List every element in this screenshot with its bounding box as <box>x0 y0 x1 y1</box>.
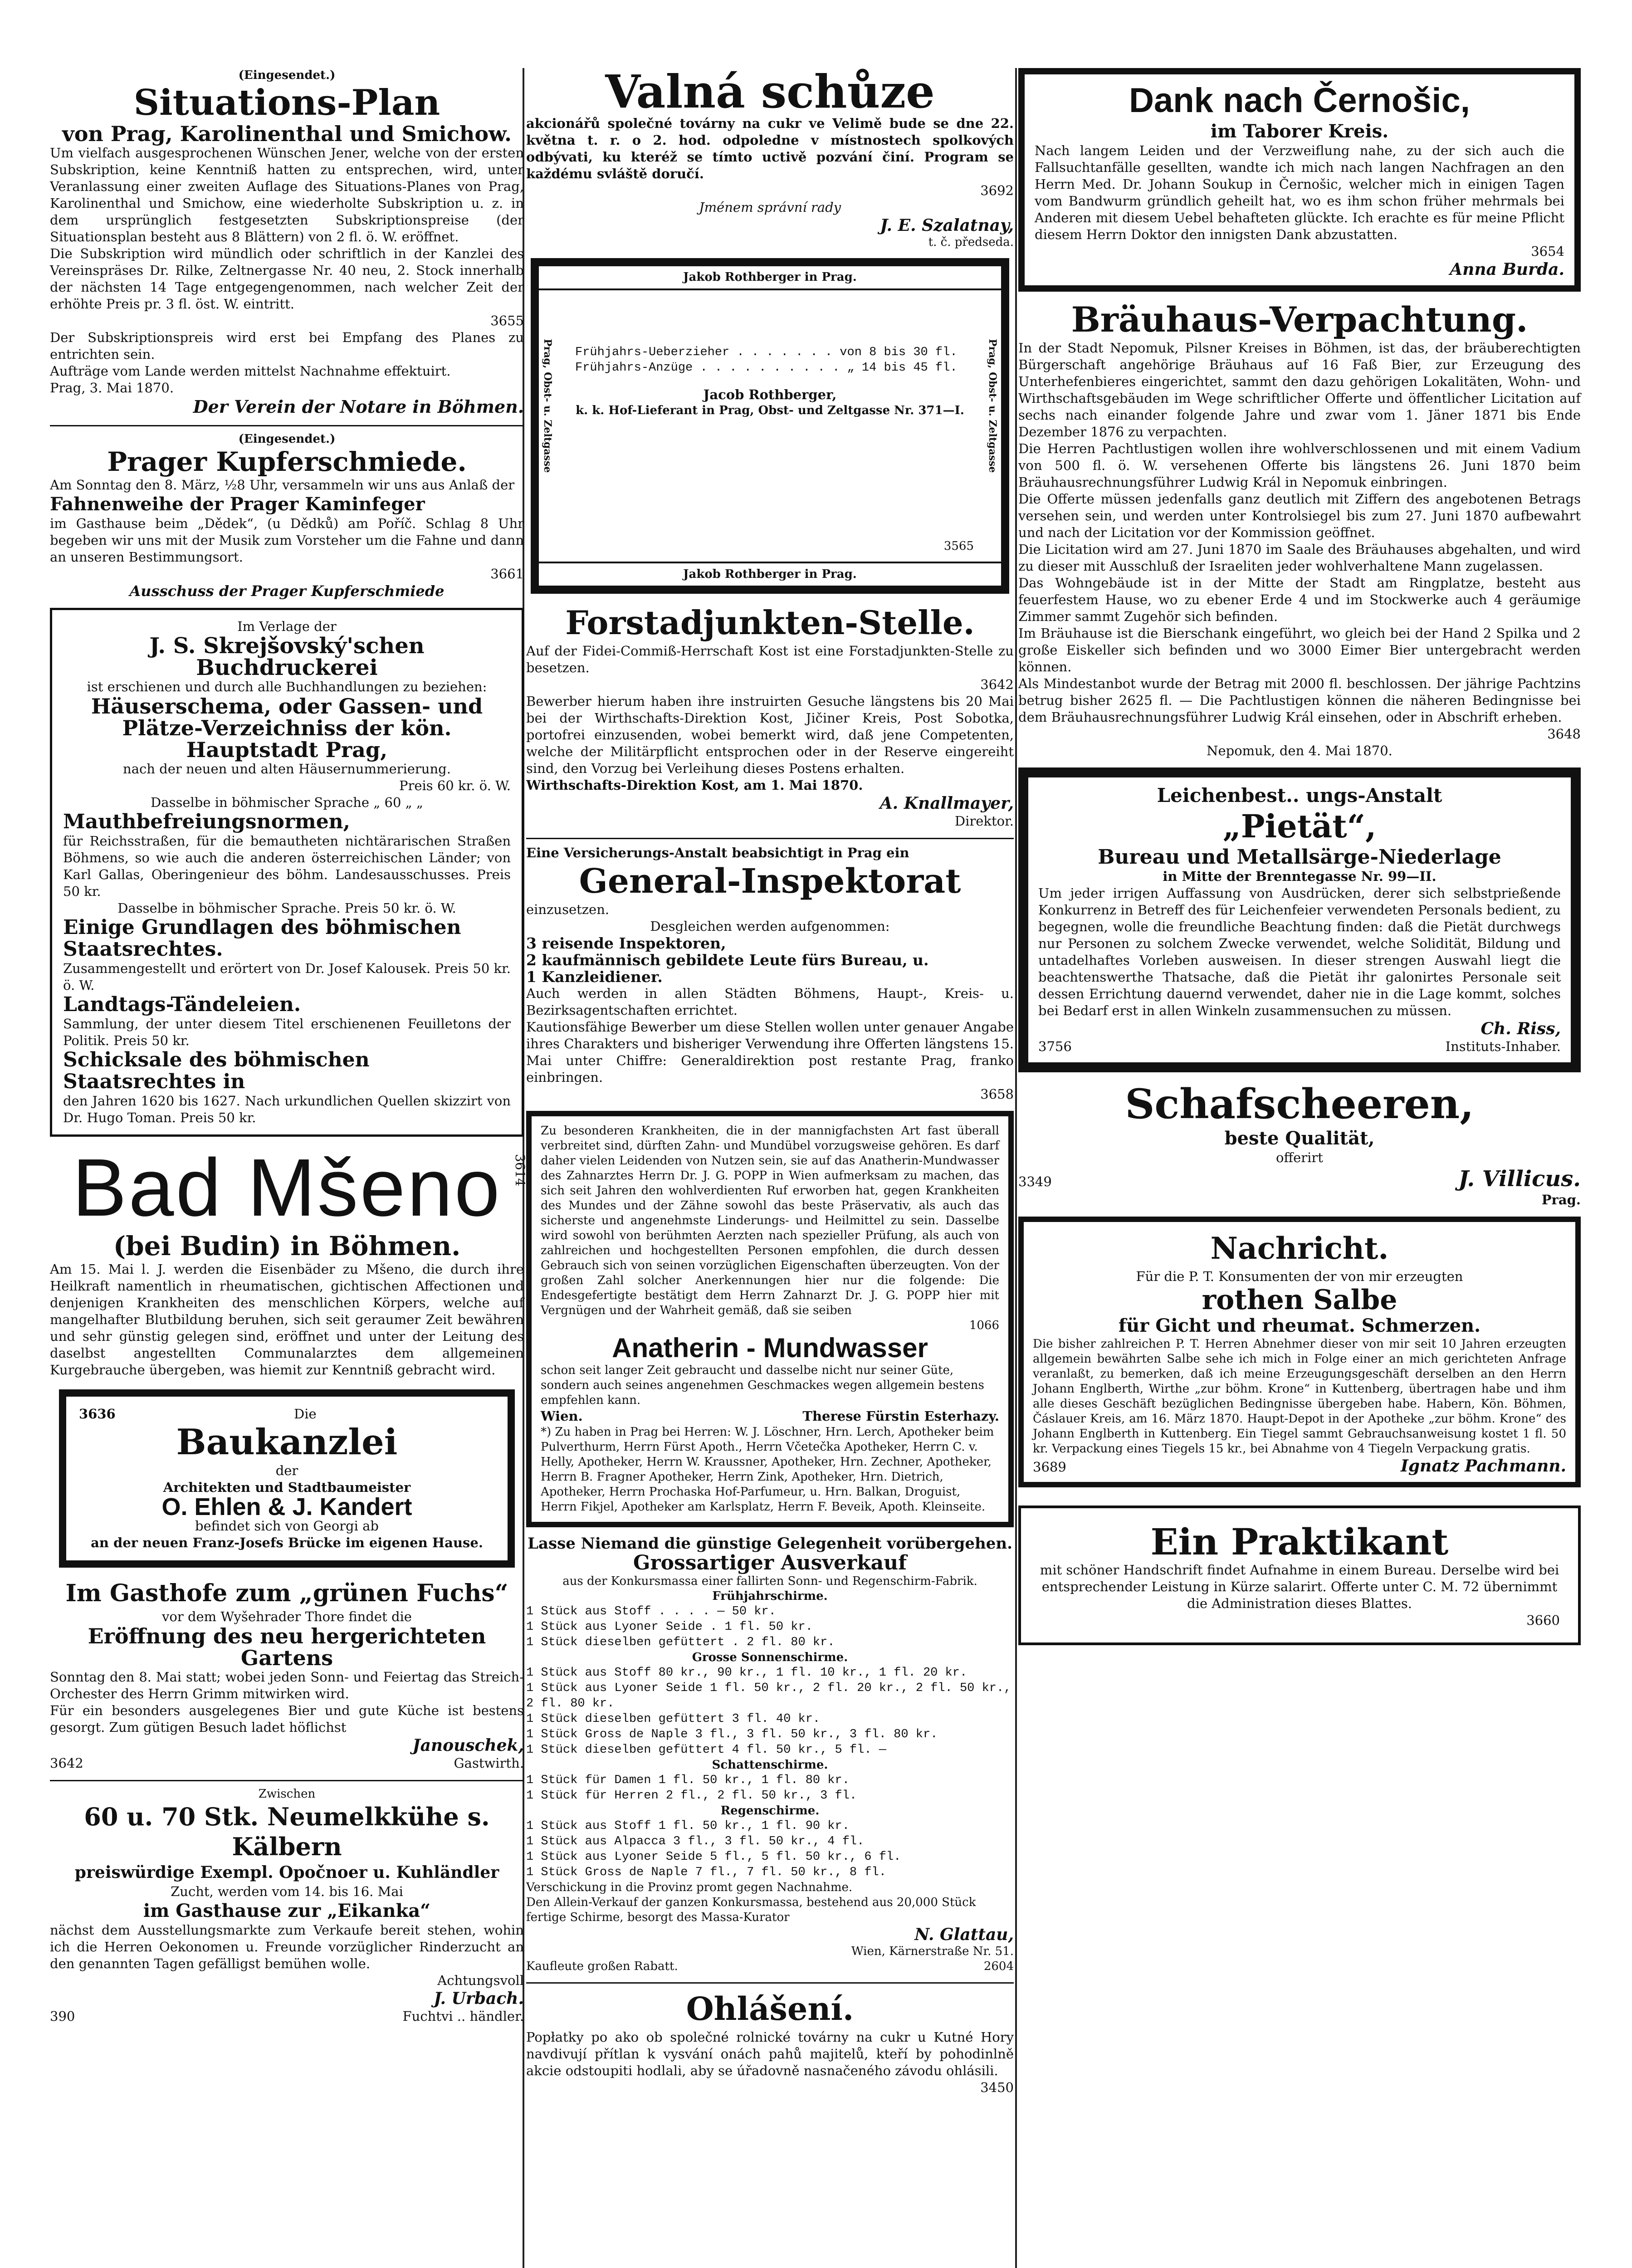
ad-frame-side: Prag, Obst- u. Zeltgasse <box>987 339 998 473</box>
ad-body: Nach langem Leiden und der Verzweiflung nahe, zu der sich auch die Fallsuchtanfälle gesellten, wandte ich mich nach langen Nachfragen an den Herrn Med. Dr. Johann Soukup in Černošic, welcher mich in einigen Tagen vom Bandwurm gründlich geheilt hat, wo es ihm schon früher mehrmals bei Anderen mit diesem Uebel behafteten glückte. Ich erachte es für meine Pflicht diesem Herrn Doktor den innigsten Dank abzustatten. <box>1035 143 1564 242</box>
position-item: 3 reisende Inspektoren, <box>526 934 726 952</box>
ad-place: Wien. <box>541 1408 583 1424</box>
ad-place: Prag. <box>1541 1192 1581 1207</box>
position-item: 1 Kanzleidiener. <box>526 968 663 986</box>
ad-body: Popłatky po ako ob společné rolnické továrny na cukr u Kutné Hory navdivují přítlan k vysvání onách pahů majitelů, kteří by pohodinlně akcie odstoupiti hodlali, aby se úřadovně nasnačeného závodu ohlásili. <box>526 2029 1014 2078</box>
divider <box>50 425 524 426</box>
ad-body: im Gasthause beim „Dědek“, (u Dědků) am Poříč. Schlag 8 Uhr begeben wir uns mit der Musik zum Vorsteher um die Fahne und dann an unseren Bestimmungsort. <box>50 516 524 565</box>
ad-names: O. Ehlen & J. Kandert <box>161 1493 412 1520</box>
ad-body: Für ein besonders ausgelegenes Bier und gute Küche ist bestens gesorgt. Zum gütigen Besuch ladet höflichst <box>50 1703 524 1735</box>
ad-role: Instituts-Inhaber. <box>1445 1039 1561 1054</box>
ad-body: Aufträge vom Lande werden mittelst Nachnahme effektuirt. <box>50 363 451 379</box>
ad-subtitle: (bei Budin) in Böhmen. <box>113 1231 461 1261</box>
ad-number: 3636 <box>79 1406 116 1422</box>
column-3 <box>1018 68 1581 1653</box>
ad-title: Schafscheeren, <box>1125 1080 1474 1128</box>
nachricht-ad <box>1018 1217 1581 1487</box>
anatherin-ad <box>526 1111 1014 1527</box>
ad-number: 3654 <box>1531 244 1564 259</box>
ad-number: 3689 <box>1033 1459 1066 1475</box>
ad-line: Architekten und Stadtbaumeister <box>163 1480 411 1495</box>
ad-der: der <box>275 1463 298 1478</box>
ad-body: Die Licitation wird am 27. Juni 1870 im Saale des Bräuhauses abgehalten, und wird zu dieser mit Ausschluß der Israeliten jeder wohlverhaltene Mann zugelassen. <box>1018 542 1581 574</box>
ad-address: k. k. Hof-Lieferant in Prag, Obst- und Zeltgasse Nr. 371—I. <box>576 404 964 417</box>
ad-signature: N. Glattau, <box>914 1925 1014 1944</box>
ad-number: 3642 <box>50 1755 83 1771</box>
ad-body: Am Sonntag den 8. März, ½8 Uhr, versammeln wir uns aus Anlaß der <box>50 477 515 493</box>
ad-title: Im Gasthofe zum „grünen Fuchs“ <box>65 1579 508 1607</box>
situations-plan-ad <box>50 68 524 417</box>
ad-line: beste Qualität, <box>1224 1128 1375 1149</box>
ad-signature: Anna Burda. <box>1450 260 1564 279</box>
price-line: 1 Stück aus Lyoner Seide 5 fl., 5 fl. 50 kr., 6 fl. <box>526 1850 901 1864</box>
ad-die: Die <box>294 1406 317 1422</box>
ad-title: Grossartiger Ausverkauf <box>633 1551 907 1574</box>
ad-title: Dank nach Černošic, <box>1129 81 1470 120</box>
ad-title: Bad Mšeno <box>72 1142 502 1233</box>
kupferschmiede-ad <box>50 432 524 600</box>
ad-line: Leichenbest.. ungs-Anstalt <box>1157 784 1442 807</box>
ad-signature: Der Verein der Notare in Böhmen. <box>193 396 524 417</box>
ad-number: 3658 <box>980 1086 1014 1102</box>
ad-title: Prager Kupferschmiede. <box>107 446 467 477</box>
ad-tag: (Eingesendet.) <box>238 432 336 446</box>
book-desc: den Jahren 1620 bis 1627. Nach urkundlichen Quellen skizzirt von Dr. Hugo Toman. Preis 50 kr. <box>63 1093 511 1125</box>
ad-role: Direktor. <box>954 813 1014 829</box>
ad-number: 1066 <box>969 1319 999 1332</box>
price-line: 1 Stück aus Alpacca 3 fl., 3 fl. 50 kr., 4 fl. <box>526 1835 865 1848</box>
ad-title: Anatherin - Mundwasser <box>612 1333 928 1363</box>
ad-body: Auch werden in allen Städten Böhmens, Haupt-, Kreis- u. Bezirksagentschaften errichtet. <box>526 986 1014 1018</box>
ad-number: 390 <box>50 2009 75 2024</box>
ad-number: 3655 <box>490 313 524 328</box>
ad-line: preiswürdige Exempl. Opočnoer u. Kuhländler <box>74 1863 499 1882</box>
ad-line: ist erschienen und durch alle Buchhandlungen zu beziehen: <box>87 679 487 694</box>
dank-ad <box>1018 68 1581 292</box>
ad-body: Auf der Fidei-Commiß-Herrschaft Kost ist eine Forstadjunkten-Stelle zu besetzen. <box>526 643 1014 675</box>
ad-retailers: *) Zu haben in Prag bei Herren: W. J. Löschner, Hrn. Lerch, Apotheker beim Pulverthurm, Herrn Fürst Apoth., Herrn Včetečka Apotheker, Herrn C. v. Helly, Apotheker, Herrn W. Kraussner, Apotheker, Hrn. Zechner, Apotheker, Herrn B. Fragner Apotheker, Herrn Zink, Apotheker, Hrn. Dietrich, Apotheker, Herrn Prochaska Hof-Parfumeur, u. Hrn. Balkan, Droguist, Herrn Fikjel, Apotheker am Karlsplatz, Herrn F. Beveik, Apoth. Kleinseite. <box>541 1425 994 1514</box>
schafscheeren-ad <box>1018 1080 1581 1208</box>
ad-line: Verschickung in die Provinz promt gegen Nachnahme. <box>526 1881 853 1894</box>
ad-frame-side: Prag, Obst- u. Zeltgasse <box>542 339 553 473</box>
general-inspektorat-ad <box>526 845 1014 1103</box>
ad-body: nächst dem Ausstellungsmarkte zum Verkaufe bereit stehen, wohin ich die Herren Oekonomen u. Freunde vorzüglicher Rinderzucht an den genannten Tagen gefälligst bemühen wolle. <box>50 1922 524 1971</box>
ad-body: Sonntag den 8. Mai statt; wobei jeden Sonn- und Feiertag das Streich-Orchester des Herrn Grimm mitwirken wird. <box>50 1669 524 1701</box>
section-heading: Frühjahrschirme. <box>712 1589 828 1603</box>
price-line: 1 Stück dieselben gefüttert 3 fl. 40 kr. <box>526 1712 821 1726</box>
ad-headline: im Gasthause zur „Eikanka“ <box>143 1900 431 1921</box>
price-line: 1 Stück dieselben gefüttert . 2 fl. 80 kr. <box>526 1636 835 1649</box>
ad-title: 60 u. 70 Stk. Neumelkkühe s. Kälbern <box>84 1802 490 1861</box>
ad-number: 3349 <box>1018 1174 1052 1189</box>
ad-subtitle: von Prag, Karolinenthal und Smichow. <box>62 122 512 146</box>
ad-body: In der Stadt Nepomuk, Pilsner Kreises in Böhmen, ist das, der bräuberechtigten Bürgerschaft angehörige Bräuhaus auf 16 Faß Bier, zur Erzeugung des Unterhefenbieres eingerichtet, sammt den dazu gehörigen Lokalitäten, Wohn- und Wirthschaftsgebäuden im Wege schriftlicher Offerte und öffentlicher Licitation auf sechs nach einander folgende Jahre und zwar vom 1. Jäner 1871 bis Ende Dezember 1876 zu verpachten. <box>1018 340 1581 440</box>
book-desc: nach der neuen und alten Häusernummerierung. <box>123 761 451 777</box>
ad-frame-bottom: Jakob Rothberger in Prag. <box>539 562 1001 586</box>
valna-schuze-ad <box>526 65 1014 250</box>
pietat-ad <box>1018 767 1581 1072</box>
ad-body: schon seit langer Zeit gebraucht und dasselbe nicht nur seiner Güte, sondern auch seines angenehmen Geschmackes wegen allgemein bestens empfehlen kann. <box>541 1364 984 1407</box>
book-title: Mauthbefreiungsnormen, <box>63 810 350 833</box>
ad-line: vor dem Wyšehrader Thore findet die <box>162 1609 412 1624</box>
ausverkauf-ad <box>526 1535 1014 1974</box>
ad-body: mit schöner Handschrift findet Aufnahme in einem Bureau. Derselbe wird bei entsprechender Leistung in Kürze salarirt. Offerte unter C. M. 72 übernimmt die Administration dieses Blattes. <box>1040 1562 1559 1611</box>
ad-line: an der neuen Franz-Josefs Brücke im eigenen Hause. <box>91 1535 483 1550</box>
position-item: 2 kaufmännisch gebildete Leute fürs Bureau, u. <box>526 951 929 969</box>
ad-line: befindet sich von Georgi ab <box>195 1518 379 1534</box>
ad-number: 3614 <box>513 1154 528 1187</box>
price-line: 1 Stück dieselben gefüttert 4 fl. 50 kr., 5 fl. — <box>526 1743 886 1757</box>
ad-body: akcionářů společné továrny na cukr ve Velimě bude se dne 22. května t. r. o 2. hod. odpoledne v místnostech spolkových odbývati, ku kteréž se tímto uctivě pozvání činí. Program se každému svláště doručí. <box>526 116 1014 181</box>
rothberger-ad <box>531 258 1009 594</box>
ad-subtitle: im Taborer Kreis. <box>1210 121 1389 142</box>
ad-title: Ohlášení. <box>686 1990 854 2028</box>
brauhaus-ad <box>1018 300 1581 759</box>
baukanzlei-ad <box>59 1389 515 1568</box>
ad-signature: J. Urbach. <box>434 1989 524 2008</box>
ad-line: Zucht, werden vom 14. bis 16. Mai <box>171 1884 403 1899</box>
ad-name: Jacob Rothberger, <box>703 387 837 402</box>
ad-signature: J. Villicus. <box>1458 1166 1581 1192</box>
price-line: 1 Stück für Herren 2 fl., 2 fl. 50 kr., 3 fl. <box>526 1789 857 1803</box>
ad-signature: Janouschek, <box>412 1736 524 1755</box>
forstadjunkten-ad <box>526 603 1014 830</box>
price-line: 1 Stück Gross de Naple 7 fl., 7 fl. 50 kr., 8 fl. <box>526 1866 886 1879</box>
ad-line: Jménem správní rady <box>699 200 841 215</box>
ad-title: Valná schůze <box>605 65 935 118</box>
ad-body: Das Wohngebäude ist in der Mitte der Stadt am Ringplatze, besteht aus feuerfestem Hause, wo zu ebener Erde 4 und im Stockwerke auch 4 geräumige Zimmer sammt Zugehör sich befinden. <box>1018 575 1581 624</box>
ad-title: Nachricht. <box>1210 1231 1389 1266</box>
praktikant-ad <box>1018 1505 1581 1645</box>
ad-body: Als Mindestanbot wurde der Betrag mit 2000 fl. beschlossen. Der jährige Pachtzins betrug bisher 2625 fl. — Die Pachtlustigen können die näheren Bedingnisse bei dem Bräuhausrechnungsführer Ludwig Král einsehen, oder in Abschrift erheben. <box>1018 676 1581 725</box>
ad-number: 3642 <box>980 677 1014 692</box>
book-desc: für Reichsstraßen, für die bemautheten nichtärarischen Straßen Böhmens, so wie auch die anderen österreichischen Länder; von Karl Gallas, Oberingenieur des böhm. Landesausschusses. Preis 50 kr. <box>63 833 511 899</box>
ad-number: 3661 <box>490 566 524 582</box>
ad-title: rothen Salbe <box>1202 1284 1397 1316</box>
ad-signature: J. E. Szalatnay, <box>880 216 1014 235</box>
ad-date: Prag, 3. Mai 1870. <box>50 380 174 396</box>
ad-number: 2604 <box>983 1960 1014 1973</box>
column-2 <box>526 65 1014 2104</box>
ad-line: Für die P. T. Konsumenten der von mir erzeugten <box>1136 1269 1463 1284</box>
ad-body: Kautionsfähige Bewerber um diese Stellen wollen unter genauer Angabe ihres Charakters und bisheriger Verwendung ihre Offerten längstens 15. Mai unter Chiffre: Generaldirektion post restante Prag, franko einbringen. <box>526 1019 1014 1085</box>
column-rule-right <box>1015 68 1017 2268</box>
ad-number: 3565 <box>943 539 974 553</box>
ad-address: in Mitte der Brenntegasse Nr. 99—II. <box>1163 869 1437 884</box>
section-heading: Schattenschirme. <box>712 1758 828 1772</box>
ad-note: Kaufleute großen Rabatt. <box>526 1960 678 1973</box>
ad-title: Situations-Plan <box>133 82 440 123</box>
ad-line: aus der Konkursmassa einer fallirten Sonn- und Regenschirm-Fabrik. <box>562 1574 977 1588</box>
ad-body: Die Offerte müssen jedenfalls ganz deutlich mit Ziffern des angebotenen Betrags versehen sein, und werden unter Kontrolsiegel bis zum 27. Juni 1870 aufbewahrt und nach der Licitation vor der Kommission geöffnet. <box>1018 491 1581 540</box>
ad-title: Bräuhaus-Verpachtung. <box>1071 299 1528 340</box>
ad-signature: Ignatz Pachmann. <box>1401 1457 1566 1476</box>
price-line: 1 Stück aus Stoff . . . . — 50 kr. <box>526 1605 776 1618</box>
price-line: 1 Stück aus Lyoner Seide 1 fl. 50 kr., 2 fl. 20 kr., 2 fl. 50 kr., 2 fl. 80 kr. <box>526 1681 1011 1711</box>
ad-role: Fuchtvi .. händler. <box>402 2009 524 2024</box>
ad-title: Ein Praktikant <box>1150 1520 1449 1563</box>
ad-line: Desgleichen werden aufgenommen: <box>650 919 890 934</box>
ad-body: Um vielfach ausgesprochenen Wünschen Jener, welche von der ersten Subskription, keine Kenntniß hatten zu entsprechen, wird, unter Veranlassung einer zweiten Auflage des Situations-Planes von Prag, Karolinenthal und Smichow, eine wiederholte Subskription u. z. in dem ursprünglich festgesetzten Subskriptionspreise (der Situationsplan besteht aus 8 Blättern) von 2 fl. ö. W. eröffnet. <box>50 145 524 244</box>
ad-top: Lasse Niemand die günstige Gelegenheit vorübergehen. <box>528 1535 1012 1553</box>
ad-number: 3692 <box>980 183 1014 198</box>
ohlaseni-ad <box>526 1989 1014 2096</box>
ad-title: Baukanzlei <box>176 1422 398 1463</box>
ad-tag: (Eingesendet.) <box>238 68 336 82</box>
ad-firm: J. S. Skrejšovský'schen Buchdruckerei <box>149 633 425 680</box>
book-title: Schicksale des böhmischen Staatsrechtes in <box>63 1048 370 1093</box>
ad-signature: Ausschuss der Prager Kupferschmiede <box>129 582 445 600</box>
book-title: Häuserschema, oder Gassen- und Plätze-Verzeichniss der kön. Hauptstadt Prag, <box>91 694 483 762</box>
divider <box>50 1780 524 1781</box>
ad-title: Forstadjunkten-Stelle. <box>565 603 975 642</box>
ad-address: Wien, Kärnerstraße Nr. 51. <box>851 1945 1014 1958</box>
ad-number: 3450 <box>980 2080 1014 2095</box>
gruener-fuchs-ad <box>50 1579 524 1772</box>
ad-location: Wirthschafts-Direktion Kost, am 1. Mai 1870. <box>526 777 863 793</box>
section-heading: Grosse Sonnenschirme. <box>692 1651 848 1664</box>
bad-mseno-ad <box>50 1142 528 1378</box>
book-desc: Dasselbe in böhmischer Sprache. Preis 50 kr. ö. W. <box>117 900 456 916</box>
ad-body: Die Herren Pachtlustigen wollen ihre wohlverschlossenen und mit einem Vadium von 500 fl. ö. W. versehenen Offerte bis längstens 26. Juni 1870 beim Bräuhausrechnungsführer Ludwig Král in Nepomuk einbringen. <box>1018 441 1581 490</box>
ad-headline: Eröffnung des neu hergerichteten Gartens <box>88 1624 486 1670</box>
ad-line: einzusetzen. <box>526 902 610 917</box>
ad-closing: Achtungsvoll <box>437 1973 524 1988</box>
ad-signature: Therese Fürstin Esterhazy. <box>802 1408 999 1424</box>
ad-body: Um jeder irrigen Auffassung von Ausdrücken, derer sich selbstprießende Konkurrenz in Betreff des für Leichenfeier verwendeten Personals bedient, zu begegnen, wolle die freundliche Beachtung finden: daß die Pietät durchwegs nur Personen zu solchem Zwecke verwendet, welche Solidität, Bildung und untadelhaftes Vorleben ausweisen. In dieser strengen Auswahl liegt die beachtenswerthe Thatsache, daß die Pietät ihr galonirtes Personale seit dessen Errichtung dauernd verwendet, daher nie in die Lage kommt, solches bei Bedarf erst in allen Winkeln zusammensuchen zu müssen. <box>1038 885 1561 1018</box>
ad-number: 3660 <box>1526 1613 1560 1628</box>
ad-body: Der Subskriptionspreis wird erst bei Empfang des Planes zu entrichten sein. <box>50 330 524 362</box>
price-line: Frühjahrs-Ueberzieher . . . . . . . von 8 bis 30 fl. <box>575 346 958 359</box>
ad-body: Zu besonderen Krankheiten, die in der mannigfachsten Art fast überall verbreitet sind, dürften Zahn- und Mundübel vorzugsweise gehören. Es darf daher vielen Leidenden von Nutzen sein, sie auf das Anatherin-Mundwasser des Zahnarztes Herrn Dr. J. G. POPP in Wien aufmerksam zu machen, das sich seit Jahren den wohlverdienten Ruf erworben hat, gegen Krankheiten des Mundes und der Zähne sowohl das beste Präservativ, als auch das sicherste und angenehmste Linderungs- und Heilmittel zu sein. Dasselbe wird sowohl von berühmten Aerzten nach spezieller Prüfung, als auch von zahlreichen und hochgestellten Personen empfohlen, die durch dessen Gebrauch sich von seinen vorzüglichen Eigenschaften überzeugten. Von der großen Zahl solcher Anerkennungen hier nur die folgende: Die Endesgefertigte bestätigt dem Herrn Zahnarzt Dr. J. G. POPP hier mit Vergnügen und der Wahrheit gemäß, daß sie seiben <box>541 1124 999 1317</box>
ad-line: Den Allein-Verkauf der ganzen Konkursmassa, bestehend aus 20,000 Stück fertige Schirme, besorgt des Massa-Kurator <box>526 1896 976 1924</box>
book-desc: Dasselbe in böhmischer Sprache „ 60 „ „ <box>151 795 423 810</box>
ad-number: 3756 <box>1038 1039 1072 1054</box>
ad-line: für Gicht und rheumat. Schmerzen. <box>1118 1315 1481 1336</box>
ad-line: Bureau und Metallsärge-Niederlage <box>1098 846 1501 869</box>
ad-body: Im Bräuhause ist die Bierschank eingeführt, wo gleich bei der Hand 2 Spilka und 2 große Eiskeller sich befinden und wo 3000 Eimer Bier untergebracht werden können. <box>1018 626 1581 675</box>
ad-title: General-Inspektorat <box>579 862 961 901</box>
price-line: 1 Stück aus Stoff 80 kr., 90 kr., 1 fl. 10 kr., 1 fl. 20 kr. <box>526 1666 967 1680</box>
ad-number: 3648 <box>1547 726 1581 742</box>
column-1 <box>50 68 528 2033</box>
price-line: 1 Stück aus Stoff 1 fl. 50 kr., 1 fl. 90 kr. <box>526 1819 850 1833</box>
book-price: Preis 60 kr. ö. W. <box>399 778 511 793</box>
ad-body: Die bisher zahlreichen P. T. Herren Abnehmer dieser von mir seit 10 Jahren erzeugten allgemein bewährten Salbe sehe ich mich in Folge einer an mich gerichteten Anfrage veranlaßt, zu bemerken, daß ich meine Erzeugungsgeschäft derselben an den Herrn Johann Englberth, Wirthe „zur böhm. Krone“ in Kuttenberg, übertragen habe und ihm alle dieses Geschäft bezüglichen Bedingnisse übergeben habe. Habern, Kön. Böhmen, Čáslauer Kreis, am 16. März 1870. Haupt-Depot in der Apotheke „zur böhm. Krone“ des Johann Englberth in Kuttenberg. Ein Tiegel sammt Gebrauchsanweisung kostet 1 fl. 50 kr. Verpackung eines Tiegels 15 kr., bei Abnahme von 4 Tiegeln Verpackung gratis. <box>1033 1337 1566 1456</box>
price-line: 1 Stück für Damen 1 fl. 50 kr., 1 fl. 80 kr. <box>526 1774 850 1787</box>
ad-date: Nepomuk, den 4. Mai 1870. <box>1207 743 1393 758</box>
ad-intro: Im Verlage der <box>237 619 337 634</box>
ad-role: Gastwirth. <box>454 1755 524 1771</box>
ad-title: „Pietät“, <box>1222 807 1377 845</box>
book-title: Einige Grundlagen des böhmischen Staatsrechtes. <box>63 916 461 961</box>
price-line: 1 Stück Gross de Naple 3 fl., 3 fl. 50 kr., 3 fl. 80 kr. <box>526 1728 938 1741</box>
ad-body: Die Subskription wird mündlich oder schriftlich in der Kanzlei des Vereinspräses Dr. Rilke, Zeltnergasse Nr. 40 neu, 2. Stock innerhalb der nächsten 14 Tage entgegengenommen, nach welcher Zeit der erhöhte Preis pr. 3 fl. öst. W. eintritt. <box>50 246 524 312</box>
divider <box>526 838 1014 839</box>
divider <box>526 1982 1014 1984</box>
ad-body: Am 15. Mai l. J. werden die Eisenbäder zu Mšeno, die durch ihre Heilkraft namentlich in rheumatischen, gichtischen Affectionen und denjenigen Krankheiten des menschlichen Körpers, welche auf mangelhafter Blutbildung beruhen, sich seit geraumer Zeit bewähren und sehr günstig gelegen sind, eröffnet und unter der Leitung des daselbst angestellten Communalarztes dem allgemeinen Kurgebrauche übergeben, was hiemit zur Kenntniß gebracht wird. <box>50 1261 524 1378</box>
kuehe-ad <box>50 1787 524 2025</box>
ad-line: offerirt <box>1276 1150 1323 1165</box>
price-line: Frühjahrs-Anzüge . . . . . . . . . . „ 14 bis 45 fl. <box>575 361 958 375</box>
ad-signature: Ch. Riss, <box>1481 1019 1561 1038</box>
ad-headline: Fahnenweihe der Prager Kaminfeger <box>50 494 425 515</box>
ad-intro: Eine Versicherungs-Anstalt beabsichtigt in Prag ein <box>526 845 909 860</box>
book-desc: Zusammengestellt und erörtert von Dr. Josef Kalousek. Preis 50 kr. ö. W. <box>63 961 511 993</box>
ad-signature: A. Knallmayer, <box>880 794 1014 813</box>
ad-intro: Zwischen <box>258 1787 316 1801</box>
ad-body: Bewerber hierum haben ihre instruirten Gesuche längstens bis 20 Mai bei der Wirthschafts-Direktion Kost, Jičiner Kreis, Post Sobotka, portofrei einzusenden, wobei bemerkt wird, daß jene Competenten, welche der Militärpflicht entsprochen oder in der Reserve eingereiht sind, den Vorzug bei Verleihung dieses Postens erhalten. <box>526 694 1014 776</box>
ad-role: t. č. předseda. <box>928 235 1014 249</box>
section-heading: Regenschirme. <box>720 1804 820 1818</box>
ad-frame-top: Jakob Rothberger in Prag. <box>539 266 1001 290</box>
book-title: Landtags-Tändeleien. <box>63 993 301 1016</box>
skrejsovsky-ad <box>50 608 524 1137</box>
price-line: 1 Stück aus Lyoner Seide . 1 fl. 50 kr. <box>526 1620 813 1634</box>
book-desc: Sammlung, der unter diesem Titel erschienenen Feuilletons der Politik. Preis 50 kr. <box>63 1016 511 1048</box>
